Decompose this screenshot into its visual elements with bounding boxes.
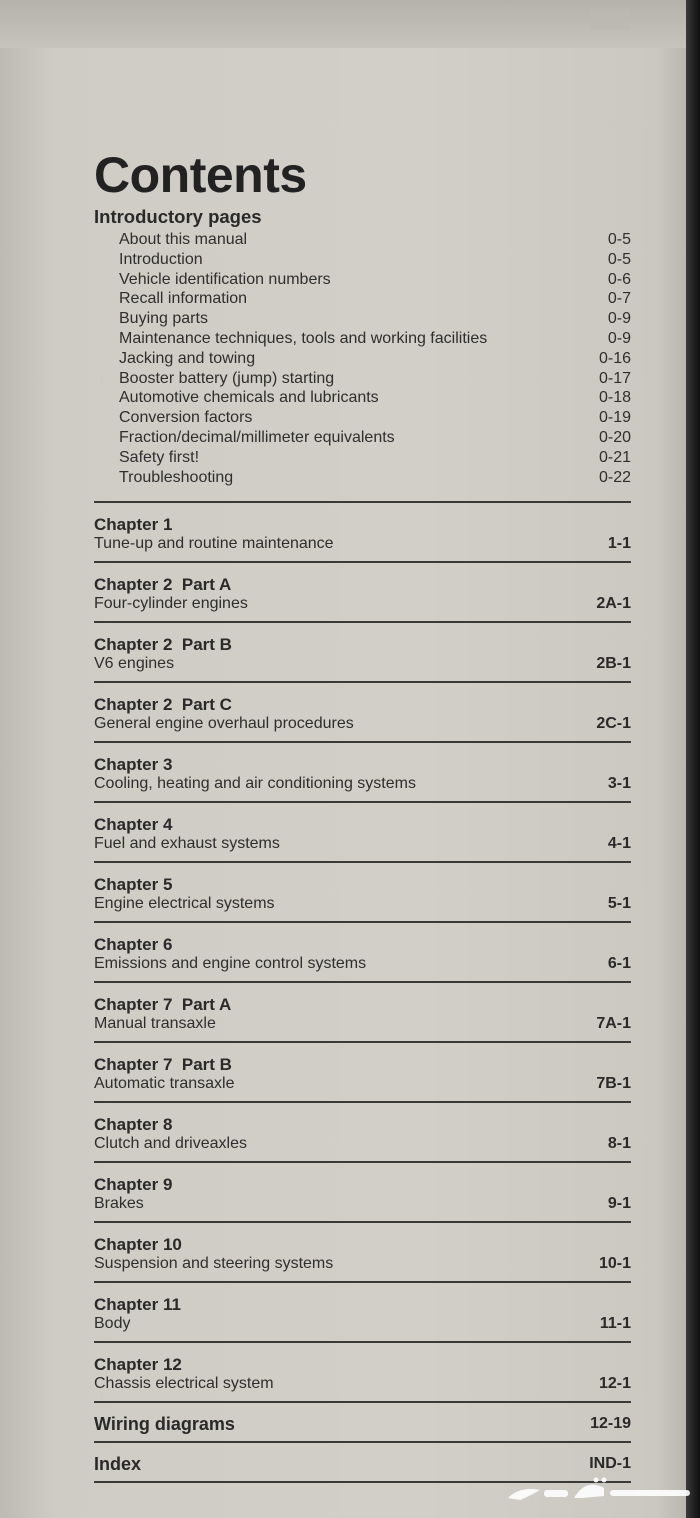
chapter-12 [94,1343,631,1401]
chapter-list [94,501,631,1483]
chapter-heading: Chapter 2 Part A [94,575,232,594]
chapter-page: 8-1 [607,1135,631,1152]
intro-item-label: About this manual [119,231,248,248]
chapter-title: Four-cylinder engines [94,595,248,612]
chapter-title: Body [94,1315,131,1332]
page-top-band [0,0,690,48]
chapter-page: 2A-1 [596,595,631,612]
intro-item-label: Buying parts [119,310,208,328]
chapter-title: Clutch and driveaxles [94,1135,247,1152]
intro-item-maintenance-techniques [119,329,631,349]
chapter-page: 2B-1 [596,655,631,672]
chapter-title: Automatic transaxle [94,1075,235,1092]
chapter-heading: Chapter 6 [94,935,173,954]
chapter-heading: Chapter 11 [94,1295,181,1314]
intro-item-chemicals [119,388,631,408]
intro-item-page: 0-5 [607,231,631,248]
intro-item-jacking [119,349,631,369]
chapter-page: 4-1 [607,835,631,852]
chapter-title: Manual transaxle [94,1015,216,1032]
index-page: IND-1 [589,1455,631,1472]
intro-item-label: Maintenance techniques, tools and working facilities [119,329,488,347]
chapter-11 [94,1283,631,1341]
chapter-title: Engine electrical systems [94,895,275,912]
intro-list [119,230,631,487]
chapter-2b [94,623,631,681]
intro-item-label: Fraction/decimal/millimeter equivalents [119,428,395,446]
intro-item-page: 0-16 [598,349,631,367]
chapter-heading: Chapter 9 [94,1175,173,1194]
book-spine-shadow [686,0,700,1518]
chapter-title: Fuel and exhaust systems [94,835,280,852]
intro-item-page: 0-5 [607,250,631,268]
chapter-title: Chassis electrical system [94,1375,274,1392]
watermark-logo [500,1468,696,1508]
intro-item-safety [119,448,631,468]
chapter-2a [94,563,631,621]
chapter-heading: Chapter 8 [94,1115,173,1134]
chapter-8 [94,1103,631,1161]
intro-item-label: Recall information [119,290,248,308]
intro-item-fraction [119,428,631,448]
chapter-heading: Chapter 12 [94,1355,182,1374]
index-label: Index [94,1454,142,1474]
chapter-page: 6-1 [607,955,631,972]
chapter-heading: Chapter 5 [94,875,173,894]
intro-item-page: 0-19 [598,409,631,427]
chapter-10 [94,1223,631,1281]
chapter-page: 9-1 [607,1195,631,1212]
chapter-title: V6 engines [94,655,175,672]
intro-item-conversion [119,408,631,428]
chapter-page: 12-1 [598,1375,631,1392]
intro-item-label: Automotive chemicals and lubricants [119,389,379,407]
chapter-title: General engine overhaul procedures [94,715,354,732]
chapter-page: 3-1 [607,775,631,792]
intro-item-page: 0-9 [607,329,631,347]
chapter-page: 7A-1 [596,1015,631,1032]
intro-item-about [119,230,631,250]
intro-item-label: Booster battery (jump) starting [119,369,335,387]
chapter-page: 2C-1 [596,715,631,732]
intro-heading: Introductory pages [94,206,262,227]
page-corner-mark [590,8,630,30]
chapter-heading: Chapter 4 [94,815,173,834]
chapter-page: 1-1 [607,535,631,552]
chapter-heading: Chapter 3 [94,755,173,774]
intro-item-page: 0-9 [607,310,631,328]
intro-item-troubleshooting [119,468,631,488]
chapter-7a [94,983,631,1041]
chapter-2c [94,683,631,741]
wiring-diagrams-label: Wiring diagrams [94,1414,235,1434]
chapter-heading: Chapter 1 [94,515,173,534]
chapter-7b [94,1043,631,1101]
intro-item-recall [119,289,631,309]
chapter-title: Cooling, heating and air conditioning systems [94,775,416,792]
chapter-9 [94,1163,631,1221]
intro-item-booster-battery [119,369,631,389]
chapter-title: Tune-up and routine maintenance [94,535,334,552]
chapter-page: 11-1 [599,1315,631,1332]
chapter-3 [94,743,631,801]
intro-item-label: Safety first! [119,448,200,466]
chapter-title: Suspension and steering systems [94,1255,334,1272]
intro-item-page: 0-17 [598,369,631,387]
chapter-1 [94,503,631,561]
intro-item-introduction [119,250,631,270]
chapter-heading: Chapter 2 Part C [94,695,232,714]
chapter-5 [94,863,631,921]
intro-item-label: Jacking and towing [119,349,256,367]
chapter-heading: Chapter 10 [94,1235,182,1254]
chapter-page: 5-1 [607,895,631,912]
intro-item-label: Introduction [119,250,203,268]
wiring-diagrams-page: 12-19 [590,1415,631,1432]
intro-item-page: 0-6 [607,270,631,288]
chapter-4 [94,803,631,861]
chapter-6 [94,923,631,981]
intro-item-page: 0-18 [598,389,631,407]
chapter-heading: Chapter 7 Part A [94,995,232,1014]
intro-item-vin [119,270,631,290]
intro-item-page: 0-7 [607,290,631,308]
chapter-title: Brakes [94,1195,144,1212]
chapter-page: 10-1 [598,1255,631,1272]
wiring-diagrams-entry [94,1403,631,1441]
chapter-title: Emissions and engine control systems [94,955,367,972]
page-title: Contents [94,147,307,203]
intro-item-page: 0-22 [598,468,631,486]
intro-item-label: Vehicle identification numbers [119,270,331,288]
intro-item-page: 0-21 [598,448,631,466]
intro-item-page: 0-20 [598,428,631,446]
chapter-heading: Chapter 2 Part B [94,635,232,654]
chapter-heading: Chapter 7 Part B [94,1055,232,1074]
chapter-page: 7B-1 [596,1075,631,1092]
intro-item-label: Troubleshooting [119,468,234,486]
intro-item-buying-parts [119,309,631,329]
intro-item-label: Conversion factors [119,409,253,427]
